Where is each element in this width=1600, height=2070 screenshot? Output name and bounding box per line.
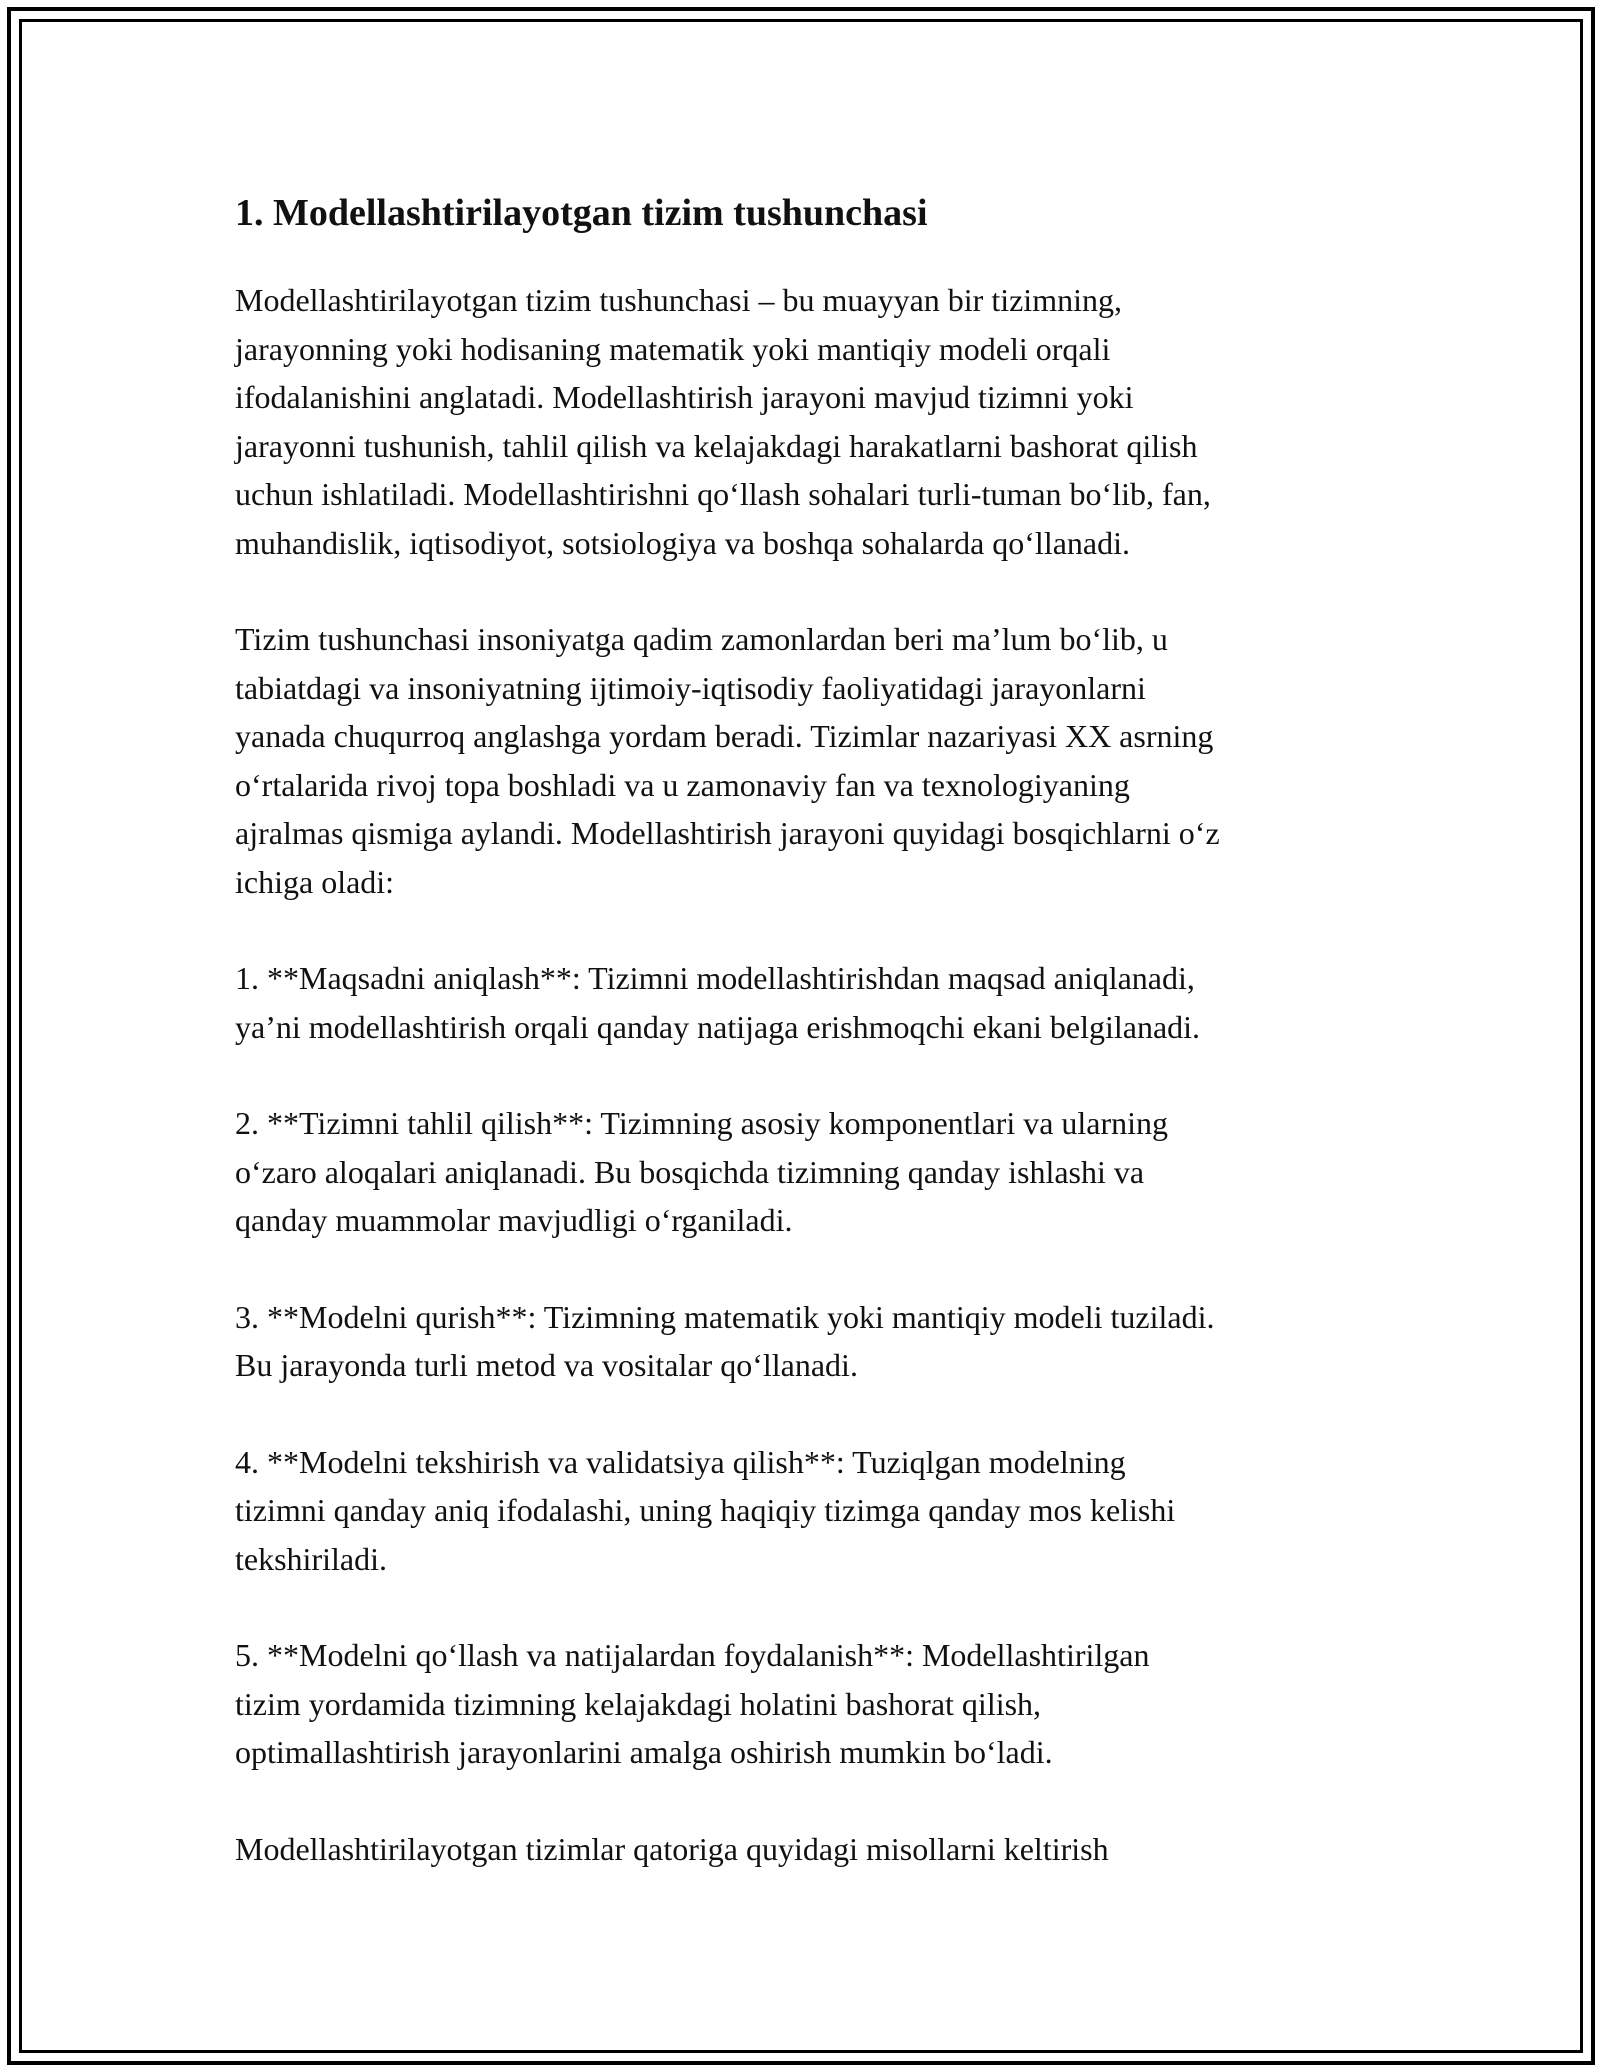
- list-item-step-5: 5. **Modelni qo‘llash va natijalardan foydalanish**: Modellashtirilgan tizim yordamida tizimning kelajakdagi holatini bashorat qilish, optimallashtirish jarayonlarini amalga oshirish mumkin bo‘ladi.: [235, 1637, 1150, 1770]
- document-title: 1. Modellashtirilayotgan tizim tushunchasi: [235, 192, 928, 234]
- paragraph-system-concept: Tizim tushunchasi insoniyatga qadim zamonlardan beri ma’lum bo‘lib, u tabiatdagi va insoniyatning ijtimoiy-iqtisodiy faoliyatidagi jarayonlarni yanada chuqurroq anglashga yordam beradi. Tizimlar nazariyasi XX asrning o‘rtalarida rivoj topa boshladi va u zamonaviy fan va texnologiyaning ajralmas qismiga aylandi. Modellashtirish jarayoni quyidagi bosqichlarni o‘z ichiga oladi:: [235, 621, 1220, 900]
- list-item-step-3: 3. **Modelni qurish**: Tizimning matematik yoki mantiqiy modeli tuziladi. Bu jarayonda turli metod va vositalar qo‘llanadi.: [235, 1298, 1215, 1383]
- paragraph-examples: Modellashtirilayotgan tizimlar qatoriga quyidagi misollarni keltirish: [235, 1830, 1109, 1867]
- paragraph-intro: Modellashtirilayotgan tizim tushunchasi – bu muayyan bir tizimning, jarayonning yoki hodisaning matematik yoki mantiqiy modeli orqali ifodalanishini anglatadi. Modellashtirish jarayoni mavjud tizimni yoki jarayonni tushunish, tahlil qilish va kelajakdagi harakatlarni bashorat qilish uchun ishlatiladi. Modellashtirishni qo‘llash sohalari turli-tuman bo‘lib, fan, muhandislik, iqtisodiyot, sotsiologiya va boshqa sohalarda qo‘llanadi.: [235, 282, 1211, 561]
- list-item-step-1: 1. **Maqsadni aniqlash**: Tizimni modellashtirishdan maqsad aniqlanadi, ya’ni modellashtirish orqali qanday natijaga erishmoqchi ekani belgilanadi.: [235, 960, 1201, 1045]
- list-item-step-2: 2. **Tizimni tahlil qilish**: Tizimning asosiy komponentlari va ularning o‘zaro aloqalari aniqlanadi. Bu bosqichda tizimning qanday ishlashi va qanday muammolar mavjudligi o‘rganiladi.: [235, 1105, 1169, 1238]
- list-item-step-4: 4. **Modelni tekshirish va validatsiya qilish**: Tuziqlgan modelning tizimni qanday aniq ifodalashi, uning haqiqiy tizimga qanday mos kelishi tekshiriladi.: [235, 1443, 1176, 1577]
- document-body: [235, 180, 1385, 1921]
